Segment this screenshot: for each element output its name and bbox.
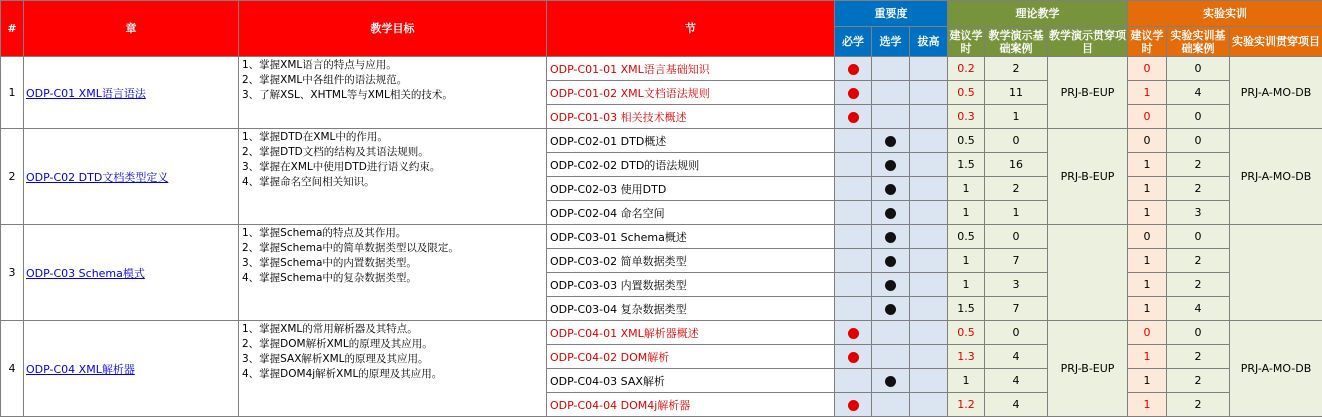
- section-name: ODP-C02-01 DTD概述: [547, 129, 835, 153]
- importance-advanced: [910, 153, 948, 177]
- suggested-hours: 1: [948, 273, 985, 297]
- lab-basic: 2: [1167, 345, 1230, 369]
- suggested-hours: 1.2: [948, 393, 985, 417]
- header-chapter: 章: [24, 1, 239, 57]
- section-name: ODP-C02-04 命名空间: [547, 201, 835, 225]
- importance-elective: [872, 129, 910, 153]
- section-name: ODP-C04-04 DOM4j解析器: [547, 393, 835, 417]
- required-dot-icon: [848, 88, 859, 99]
- header-importance: 重要度: [835, 1, 948, 27]
- demo-basic: 7: [985, 297, 1048, 321]
- importance-required: [835, 129, 872, 153]
- suggested-hours: 0.3: [948, 105, 985, 129]
- demo-basic: 4: [985, 369, 1048, 393]
- lab-project: PRJ-A-MO-DB: [1230, 129, 1322, 225]
- demo-project: PRJ-B-EUP: [1048, 129, 1128, 225]
- table-body: [1, 57, 1322, 417]
- importance-elective: [872, 297, 910, 321]
- elective-dot-icon: [885, 208, 896, 219]
- chapter-num: 4: [1, 321, 24, 417]
- goal-item: 4、掌握命名空间相关知识。: [242, 175, 543, 190]
- lab-hours: 1: [1128, 393, 1167, 417]
- demo-project: PRJ-B-EUP: [1048, 57, 1128, 129]
- demo-basic: 2: [985, 57, 1048, 81]
- lab-hours: 1: [1128, 153, 1167, 177]
- importance-advanced: [910, 321, 948, 345]
- chapter-link[interactable]: ODP-C04 XML解析器: [26, 363, 135, 376]
- importance-required: [835, 345, 872, 369]
- lab-hours: 0: [1128, 225, 1167, 249]
- header-advanced: 拔高: [910, 27, 948, 57]
- goal-item: 3、掌握在XML中使用DTD进行语义约束。: [242, 160, 543, 175]
- importance-elective: [872, 153, 910, 177]
- lab-hours: 1: [1128, 201, 1167, 225]
- importance-required: [835, 273, 872, 297]
- chapter-num: 3: [1, 225, 24, 321]
- lab-hours: 0: [1128, 129, 1167, 153]
- demo-basic: 4: [985, 345, 1048, 369]
- demo-basic: 4: [985, 393, 1048, 417]
- chapter-num: 1: [1, 57, 24, 129]
- section-name: ODP-C04-01 XML解析器概述: [547, 321, 835, 345]
- header-lab: 实验实训: [1128, 1, 1322, 27]
- importance-required: [835, 81, 872, 105]
- importance-advanced: [910, 249, 948, 273]
- required-dot-icon: [848, 64, 859, 75]
- demo-basic: 11: [985, 81, 1048, 105]
- lab-hours: 1: [1128, 273, 1167, 297]
- importance-advanced: [910, 297, 948, 321]
- lab-basic: 4: [1167, 81, 1230, 105]
- suggested-hours: 0.2: [948, 57, 985, 81]
- chapter-goals: [239, 321, 547, 417]
- importance-required: [835, 321, 872, 345]
- importance-advanced: [910, 177, 948, 201]
- importance-elective: [872, 57, 910, 81]
- importance-required: [835, 369, 872, 393]
- lab-basic: 2: [1167, 369, 1230, 393]
- section-name: ODP-C01-01 XML语言基础知识: [547, 57, 835, 81]
- importance-required: [835, 177, 872, 201]
- lab-hours: 1: [1128, 249, 1167, 273]
- goal-item: 2、掌握DTD文档的结构及其语法规则。: [242, 145, 543, 160]
- table-row: [1, 129, 1322, 153]
- header-goals: 教学目标: [239, 1, 547, 57]
- goal-item: 1、掌握XML语言的特点与应用。: [242, 58, 543, 73]
- importance-advanced: [910, 369, 948, 393]
- importance-elective: [872, 273, 910, 297]
- demo-basic: 0: [985, 321, 1048, 345]
- demo-basic: 7: [985, 249, 1048, 273]
- importance-advanced: [910, 129, 948, 153]
- importance-advanced: [910, 57, 948, 81]
- elective-dot-icon: [885, 184, 896, 195]
- header-demo-basic: 教学演示基础案例: [985, 27, 1048, 57]
- elective-dot-icon: [885, 160, 896, 171]
- importance-required: [835, 153, 872, 177]
- importance-elective: [872, 105, 910, 129]
- chapter-link[interactable]: ODP-C01 XML语言语法: [26, 87, 146, 100]
- suggested-hours: 1.3: [948, 345, 985, 369]
- table-row: [1, 225, 1322, 249]
- importance-advanced: [910, 273, 948, 297]
- goal-item: 1、掌握Schema的特点及其作用。: [242, 226, 543, 241]
- section-name: ODP-C03-04 复杂数据类型: [547, 297, 835, 321]
- demo-basic: 1: [985, 105, 1048, 129]
- lab-hours: 1: [1128, 297, 1167, 321]
- lab-hours: 0: [1128, 105, 1167, 129]
- importance-advanced: [910, 393, 948, 417]
- lab-hours: 1: [1128, 345, 1167, 369]
- section-name: ODP-C04-03 SAX解析: [547, 369, 835, 393]
- chapter-title: [24, 321, 239, 417]
- header-section: 节: [547, 1, 835, 57]
- importance-advanced: [910, 81, 948, 105]
- suggested-hours: 1: [948, 177, 985, 201]
- importance-required: [835, 201, 872, 225]
- elective-dot-icon: [885, 280, 896, 291]
- section-name: ODP-C02-03 使用DTD: [547, 177, 835, 201]
- chapter-title: [24, 225, 239, 321]
- importance-required: [835, 297, 872, 321]
- required-dot-icon: [848, 352, 859, 363]
- lab-basic: 2: [1167, 273, 1230, 297]
- importance-elective: [872, 249, 910, 273]
- section-name: ODP-C02-02 DTD的语法规则: [547, 153, 835, 177]
- lab-basic: 2: [1167, 393, 1230, 417]
- lab-basic: 3: [1167, 201, 1230, 225]
- elective-dot-icon: [885, 232, 896, 243]
- elective-dot-icon: [885, 304, 896, 315]
- importance-elective: [872, 345, 910, 369]
- elective-dot-icon: [885, 376, 896, 387]
- importance-elective: [872, 321, 910, 345]
- header-theory: 理论教学: [948, 1, 1128, 27]
- importance-elective: [872, 201, 910, 225]
- importance-required: [835, 225, 872, 249]
- demo-project: [1048, 225, 1128, 321]
- chapter-num: 2: [1, 129, 24, 225]
- importance-elective: [872, 81, 910, 105]
- demo-basic: 2: [985, 177, 1048, 201]
- section-name: ODP-C03-01 Schema概述: [547, 225, 835, 249]
- suggested-hours: 1.5: [948, 297, 985, 321]
- lab-basic: 2: [1167, 153, 1230, 177]
- lab-basic: 0: [1167, 129, 1230, 153]
- demo-basic: 1: [985, 201, 1048, 225]
- importance-advanced: [910, 225, 948, 249]
- required-dot-icon: [848, 400, 859, 411]
- lab-project: [1230, 225, 1322, 321]
- lab-hours: 1: [1128, 81, 1167, 105]
- section-name: ODP-C04-02 DOM解析: [547, 345, 835, 369]
- suggested-hours: 1: [948, 249, 985, 273]
- demo-basic: 0: [985, 225, 1048, 249]
- goal-item: 2、掌握Schema中的简单数据类型以及限定。: [242, 241, 543, 256]
- lab-basic: 2: [1167, 249, 1230, 273]
- chapter-goals: [239, 57, 547, 129]
- required-dot-icon: [848, 112, 859, 123]
- importance-advanced: [910, 105, 948, 129]
- lab-hours: 0: [1128, 57, 1167, 81]
- table-row: [1, 57, 1322, 81]
- goal-item: 2、掌握DOM解析XML的原理及其应用。: [242, 337, 543, 352]
- section-name: ODP-C01-02 XML文档语法规则: [547, 81, 835, 105]
- importance-elective: [872, 225, 910, 249]
- goal-item: 1、掌握XML的常用解析器及其特点。: [242, 322, 543, 337]
- goal-item: 3、掌握SAX解析XML的原理及其应用。: [242, 352, 543, 367]
- demo-project: PRJ-B-EUP: [1048, 321, 1128, 417]
- importance-advanced: [910, 345, 948, 369]
- suggested-hours: 0.5: [948, 129, 985, 153]
- suggested-hours: 0.5: [948, 81, 985, 105]
- suggested-hours: 1: [948, 201, 985, 225]
- chapter-link[interactable]: ODP-C02 DTD文档类型定义: [26, 171, 168, 184]
- importance-advanced: [910, 201, 948, 225]
- goal-item: 3、了解XSL、XHTML等与XML相关的技术。: [242, 88, 543, 103]
- importance-required: [835, 57, 872, 81]
- header-suggested-hours: 建议学时: [948, 27, 985, 57]
- header-num: #: [1, 1, 24, 57]
- suggested-hours: 1.5: [948, 153, 985, 177]
- importance-required: [835, 393, 872, 417]
- importance-elective: [872, 369, 910, 393]
- header-demo-project: 教学演示贯穿项目: [1048, 27, 1128, 57]
- elective-dot-icon: [885, 256, 896, 267]
- suggested-hours: 0.5: [948, 321, 985, 345]
- lab-hours: 1: [1128, 177, 1167, 201]
- header-required: 必学: [835, 27, 872, 57]
- demo-basic: 16: [985, 153, 1048, 177]
- lab-basic: 0: [1167, 321, 1230, 345]
- suggested-hours: 1: [948, 369, 985, 393]
- goal-item: 3、掌握Schema中的内置数据类型。: [242, 256, 543, 271]
- lab-project: PRJ-A-MO-DB: [1230, 321, 1322, 417]
- importance-required: [835, 249, 872, 273]
- demo-basic: 3: [985, 273, 1048, 297]
- lab-basic: 0: [1167, 225, 1230, 249]
- chapter-goals: [239, 129, 547, 225]
- lab-basic: 0: [1167, 57, 1230, 81]
- goal-item: 2、掌握XML中各组件的语法规范。: [242, 73, 543, 88]
- demo-basic: 0: [985, 129, 1048, 153]
- lab-basic: 0: [1167, 105, 1230, 129]
- section-name: ODP-C01-03 相关技术概述: [547, 105, 835, 129]
- lab-hours: 0: [1128, 321, 1167, 345]
- section-name: ODP-C03-02 简单数据类型: [547, 249, 835, 273]
- header-lab-project: 实验实训贯穿项目: [1230, 27, 1322, 57]
- suggested-hours: 0.5: [948, 225, 985, 249]
- importance-required: [835, 105, 872, 129]
- lab-basic: 2: [1167, 177, 1230, 201]
- importance-elective: [872, 177, 910, 201]
- header-lab-hours: 建议学时: [1128, 27, 1167, 57]
- table-row: [1, 321, 1322, 345]
- lab-hours: 1: [1128, 369, 1167, 393]
- goal-item: 4、掌握DOM4j解析XML的原理及其应用。: [242, 367, 543, 382]
- goal-item: 4、掌握Schema中的复杂数据类型。: [242, 271, 543, 286]
- importance-elective: [872, 393, 910, 417]
- section-name: ODP-C03-03 内置数据类型: [547, 273, 835, 297]
- chapter-title: [24, 57, 239, 129]
- header-elective: 选学: [872, 27, 910, 57]
- chapter-link[interactable]: ODP-C03 Schema模式: [26, 267, 145, 280]
- chapter-title: [24, 129, 239, 225]
- required-dot-icon: [848, 328, 859, 339]
- chapter-goals: [239, 225, 547, 321]
- lab-basic: 4: [1167, 297, 1230, 321]
- lab-project: PRJ-A-MO-DB: [1230, 57, 1322, 129]
- elective-dot-icon: [885, 136, 896, 147]
- header-lab-basic: 实验实训基础案例: [1167, 27, 1230, 57]
- goal-item: 1、掌握DTD在XML中的作用。: [242, 130, 543, 145]
